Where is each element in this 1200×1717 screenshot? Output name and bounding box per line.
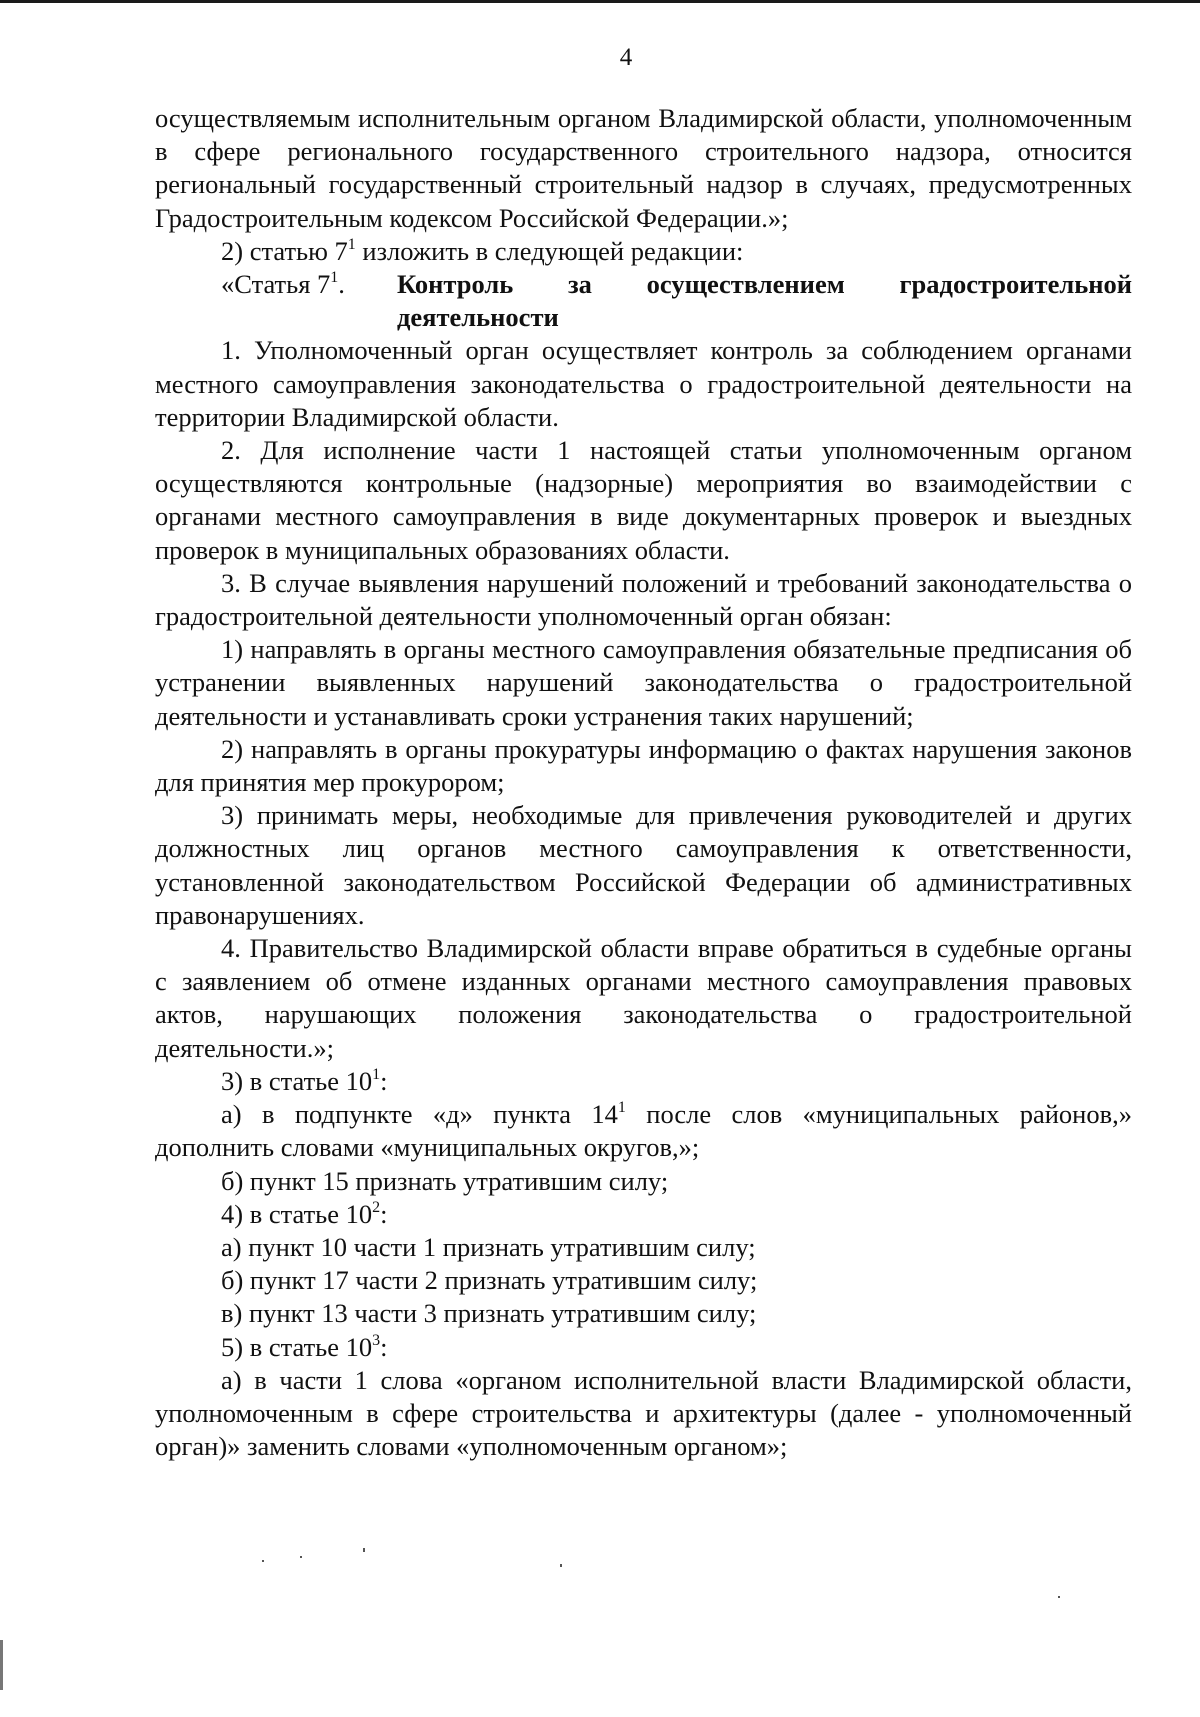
- amendment-item-4: [155, 1198, 1132, 1231]
- scan-speck: [262, 1560, 264, 1562]
- amendment-item-4c: в) пункт 13 части 3 признать утратившим силу;: [221, 1298, 757, 1329]
- scan-top-edge: [0, 0, 1200, 3]
- scan-speck: [300, 1556, 302, 1558]
- amendment-item-2: [155, 235, 1132, 268]
- amendment-item-3a-sup: 1: [617, 1099, 626, 1117]
- amendment-item-3-tail: :: [380, 1065, 388, 1096]
- article-label: [221, 268, 397, 334]
- amendment-item-5a: а) в части 1 слова «органом исполнительной власти Владимирской области, уполномоченным в сфере строительства и архитектуры (далее - уполномоченный орган)» заменить словами «уполномоченным органом»;: [155, 1364, 1132, 1462]
- amendment-item-5-text: 5) в статье 10: [221, 1331, 373, 1362]
- amendment-item-4b: б) пункт 17 части 2 признать утратившим силу;: [221, 1265, 758, 1296]
- amendment-item-3a-text: а) в подпункте «д» пункта 14: [221, 1099, 618, 1130]
- amendment-item-3a-tail: после слов «муниципальных районов,» дополнить словами «муниципальных округов,»;: [155, 1099, 1132, 1163]
- amendment-item-3: [155, 1065, 1132, 1098]
- amendment-item-4a: а) пункт 10 части 1 признать утратившим силу;: [221, 1231, 756, 1262]
- amendment-item-5: [155, 1331, 1132, 1364]
- page-number: 4: [619, 44, 633, 71]
- scan-speck: [1058, 1596, 1060, 1598]
- amendment-item-3b: б) пункт 15 признать утратившим силу;: [221, 1165, 669, 1196]
- amendment-item-2-tail: изложить в следующей редакции:: [355, 235, 744, 266]
- amendment-item-4-text: 4) в статье 10: [221, 1198, 373, 1229]
- document-body: [155, 102, 1132, 1463]
- article-label-text: «Статья 7: [221, 269, 331, 300]
- amendment-item-5-tail: :: [380, 1331, 388, 1362]
- scan-speck: [363, 1548, 365, 1552]
- amendment-item-3-text: 3) в статье 10: [221, 1065, 373, 1096]
- article-label-sup: 1: [330, 269, 339, 287]
- article-heading: [155, 268, 1132, 334]
- clause-2: 2. Для исполнение части 1 настоящей статьи уполномоченным органом осуществляются контрольные (надзорные) мероприятия во взаимодействии с органами местного самоуправления в виде документарных проверок и выездных проверок в муниципальных образованиях области.: [155, 435, 1132, 565]
- scan-speck: [560, 1564, 562, 1567]
- intro-paragraph: осуществляемым исполнительным органом Владимирской области, уполномоченным в сфере регионального государственного строительного надзора, относится региональный государственный строительный надзор в случаях, предусмотренных Градостроительным кодексом Российской Федерации.»;: [155, 103, 1132, 233]
- clause-3-item-1: 1) направлять в органы местного самоуправления обязательные предписания об устранении выявленных нарушений законодательства о градостроительной деятельности и устанавливать сроки устранения таких нарушений;: [155, 634, 1132, 731]
- clause-4: 4. Правительство Владимирской области вправе обратиться в судебные органы с заявлением об отмене изданных органами местного самоуправления правовых актов, нарушающих положения законодательства о градостроительной деятельности.»;: [155, 933, 1132, 1063]
- clause-3-item-3: 3) принимать меры, необходимые для привлечения руководителей и других должностных лиц органов местного самоуправления к ответственности, установленной законодательством Российской Федерации об административных правонарушениях.: [155, 800, 1132, 930]
- amendment-item-4-tail: :: [380, 1198, 388, 1229]
- scan-speck: [0, 1640, 3, 1690]
- amendment-item-5-sup: 3: [372, 1331, 381, 1349]
- amendment-item-2-text: 2) статью 7: [221, 235, 348, 266]
- clause-3-item-2: 2) направлять в органы прокуратуры информацию о фактах нарушения законов для принятия мер прокурором;: [155, 733, 1132, 798]
- amendment-item-3-sup: 1: [372, 1065, 381, 1083]
- clause-1: 1. Уполномоченный орган осуществляет контроль за соблюдением органами местного самоуправления законодательства о градостроительной деятельности на территории Владимирской области.: [155, 335, 1132, 432]
- article-title: Контроль за осуществлением градостроительной деятельности: [397, 269, 1132, 333]
- amendment-item-2-sup: 1: [347, 235, 356, 253]
- amendment-item-4-sup: 2: [372, 1198, 381, 1216]
- clause-3: 3. В случае выявления нарушений положений и требований законодательства о градостроительной деятельности уполномоченный орган обязан:: [155, 567, 1132, 632]
- article-label-dot: .: [338, 269, 345, 300]
- amendment-item-3a: [155, 1098, 1132, 1164]
